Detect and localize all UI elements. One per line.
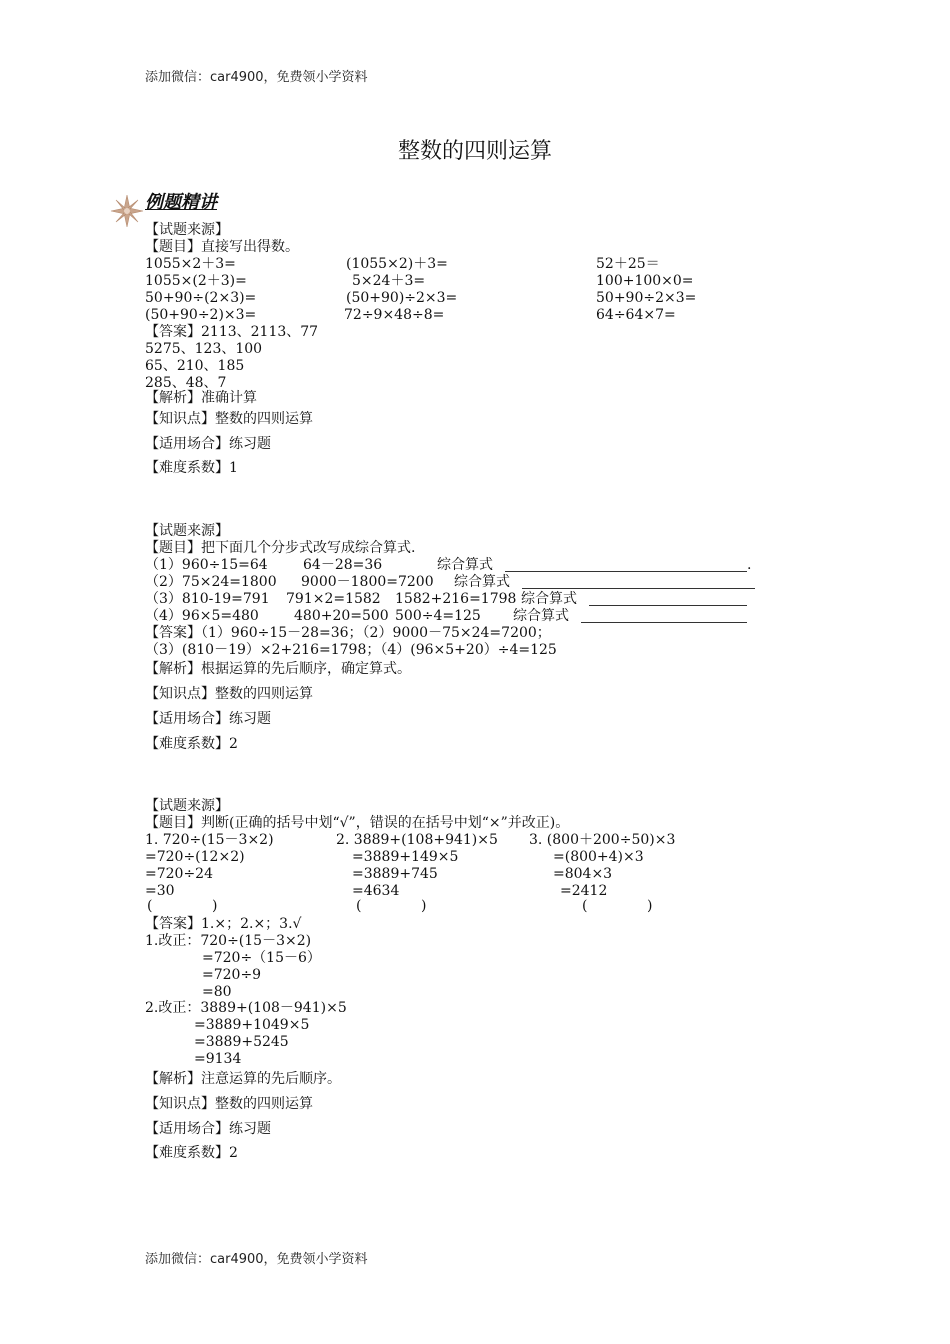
q1-r4-c1: (50+90÷2)×3= [145, 307, 257, 323]
q3-knowledge: 【知识点】整数的四则运算 [145, 1096, 313, 1112]
q3-fix1-l4: =80 [202, 984, 232, 1000]
q3-fix1-l1: 1.改正：720÷(15－3×2) [145, 933, 312, 949]
q3-c3-l2: =(800+4)×3 [553, 849, 644, 865]
q3-paren1-open: ( [147, 898, 153, 914]
q1-r3-c1: 50+90÷(2×3)= [145, 290, 257, 306]
q2-usage: 【适用场合】练习题 [145, 711, 271, 727]
q3-analysis: 【解析】注意运算的先后顺序。 [145, 1071, 341, 1087]
q1-answer-4: 285、48、7 [145, 375, 227, 391]
q3-fix2-l1: 2.改正：3889+(108－941)×5 [145, 1000, 347, 1016]
q2-l4-label: 综合算式 [513, 608, 569, 624]
q1-analysis: 【解析】准确计算 [145, 390, 257, 406]
q2-l2-blank [522, 574, 755, 589]
q1-answer-1: 【答案】2113、2113、77 [145, 324, 319, 340]
q1-r3-c2: (50+90)÷2×3= [346, 290, 458, 306]
q3-c3-l4: =2412 [560, 883, 608, 899]
page-title: 整数的四则运算 [397, 139, 552, 164]
q1-usage: 【适用场合】练习题 [145, 436, 271, 452]
q2-l4-b: 480+20=500 [294, 608, 389, 624]
q3-c3-l3: =804×3 [553, 866, 613, 882]
q2-l4-blank [581, 608, 747, 623]
q3-usage: 【适用场合】练习题 [145, 1121, 271, 1137]
q3-c2-l4: =4634 [352, 883, 400, 899]
q1-source: 【试题来源】 [145, 222, 229, 238]
q1-r2-c2: 5×24＋3= [352, 273, 426, 289]
page-header: 添加微信：car4900，免费领小学资料 [145, 70, 368, 85]
q2-l1-b: 64－28=36 [303, 557, 383, 573]
q2-difficulty: 【难度系数】2 [145, 736, 238, 752]
q3-fix2-l4: =9134 [194, 1051, 242, 1067]
q3-difficulty: 【难度系数】2 [145, 1145, 238, 1161]
q3-fix1-l2: =720÷（15－6） [202, 950, 321, 966]
q3-paren2-open: ( [356, 898, 362, 914]
q2-knowledge: 【知识点】整数的四则运算 [145, 686, 313, 702]
q3-c1-l2: =720÷(12×2) [145, 849, 245, 865]
q2-l1-blank [505, 557, 747, 572]
q3-paren3-close: ) [647, 898, 653, 914]
q1-prompt: 【题目】直接写出得数。 [145, 239, 299, 255]
q1-r1-c1: 1055×2＋3= [145, 256, 236, 272]
section-title: 例题精讲 [145, 192, 217, 213]
q2-l4-c: 500÷4=125 [395, 608, 481, 624]
q1-answer-3: 65、210、185 [145, 358, 245, 374]
q1-r1-c3: 52＋25＝ [596, 256, 660, 272]
q2-l3-c: 1582+216=1798 [395, 591, 517, 607]
q3-fix2-l2: =3889+1049×5 [194, 1017, 310, 1033]
q3-paren3-open: ( [582, 898, 588, 914]
q3-answer: 【答案】1.×；2.×；3.√ [145, 916, 302, 932]
q3-c2-l2: =3889+149×5 [352, 849, 459, 865]
q2-l3-b: 791×2=1582 [286, 591, 381, 607]
q3-fix2-l3: =3889+5245 [194, 1034, 289, 1050]
q1-r1-c2: (1055×2)＋3= [346, 256, 448, 272]
q3-source: 【试题来源】 [145, 798, 229, 814]
q3-prompt: 【题目】判断(正确的括号中划“√”，错误的在括号中划“×”并改正)。 [145, 815, 570, 831]
q2-prompt: 【题目】把下面几个分步式改写成综合算式. [145, 540, 416, 556]
q2-answer-1: 【答案】（1）960÷15－28=36；（2）9000－75×24=7200； [145, 625, 551, 641]
star-burst-icon [110, 194, 144, 228]
q3-c1-l1: 1. 720÷(15－3×2) [145, 832, 274, 848]
q2-l4-a: （4）96×5=480 [145, 608, 259, 624]
page-footer: 添加微信：car4900，免费领小学资料 [145, 1252, 368, 1267]
q3-c1-l3: =720÷24 [145, 866, 213, 882]
q2-l1-label: 综合算式 [437, 557, 493, 573]
q3-paren1-close: ) [212, 898, 218, 914]
q1-r3-c3: 50+90÷2×3= [596, 290, 697, 306]
q2-l3-a: （3）810-19=791 [145, 591, 270, 607]
q2-answer-2: （3）(810－19）×2+216=1798；（4）(96×5+20）÷4=125 [145, 642, 557, 658]
q2-l2-b: 9000－1800=7200 [301, 574, 434, 590]
q2-l2-label: 综合算式 [454, 574, 510, 590]
q1-answer-2: 5275、123、100 [145, 341, 263, 357]
q2-l1-period: . [747, 557, 752, 573]
q2-l1-a: （1）960÷15=64 [145, 557, 268, 573]
q2-source: 【试题来源】 [145, 523, 229, 539]
q3-c2-l1: 2. 3889+(108+941)×5 [336, 832, 498, 848]
q1-r4-c3: 64÷64×7= [596, 307, 676, 323]
q3-c3-l1: 3. (800＋200÷50)×3 [529, 832, 676, 848]
q2-l3-label: 综合算式 [521, 591, 577, 607]
q2-l2-a: （2）75×24=1800 [145, 574, 277, 590]
q1-r4-c2: 72÷9×48÷8= [344, 307, 445, 323]
q1-r2-c1: 1055×(2＋3)= [145, 273, 247, 289]
q3-paren2-close: ) [421, 898, 427, 914]
q3-c1-l4: =30 [145, 883, 175, 899]
q1-r2-c3: 100+100×0= [596, 273, 694, 289]
q2-analysis: 【解析】根据运算的先后顺序，确定算式。 [145, 661, 411, 677]
q1-difficulty: 【难度系数】1 [145, 460, 238, 476]
q3-fix1-l3: =720÷9 [202, 967, 262, 983]
q2-l3-blank [589, 591, 747, 606]
q1-knowledge: 【知识点】整数的四则运算 [145, 411, 313, 427]
q3-c2-l3: =3889+745 [352, 866, 438, 882]
